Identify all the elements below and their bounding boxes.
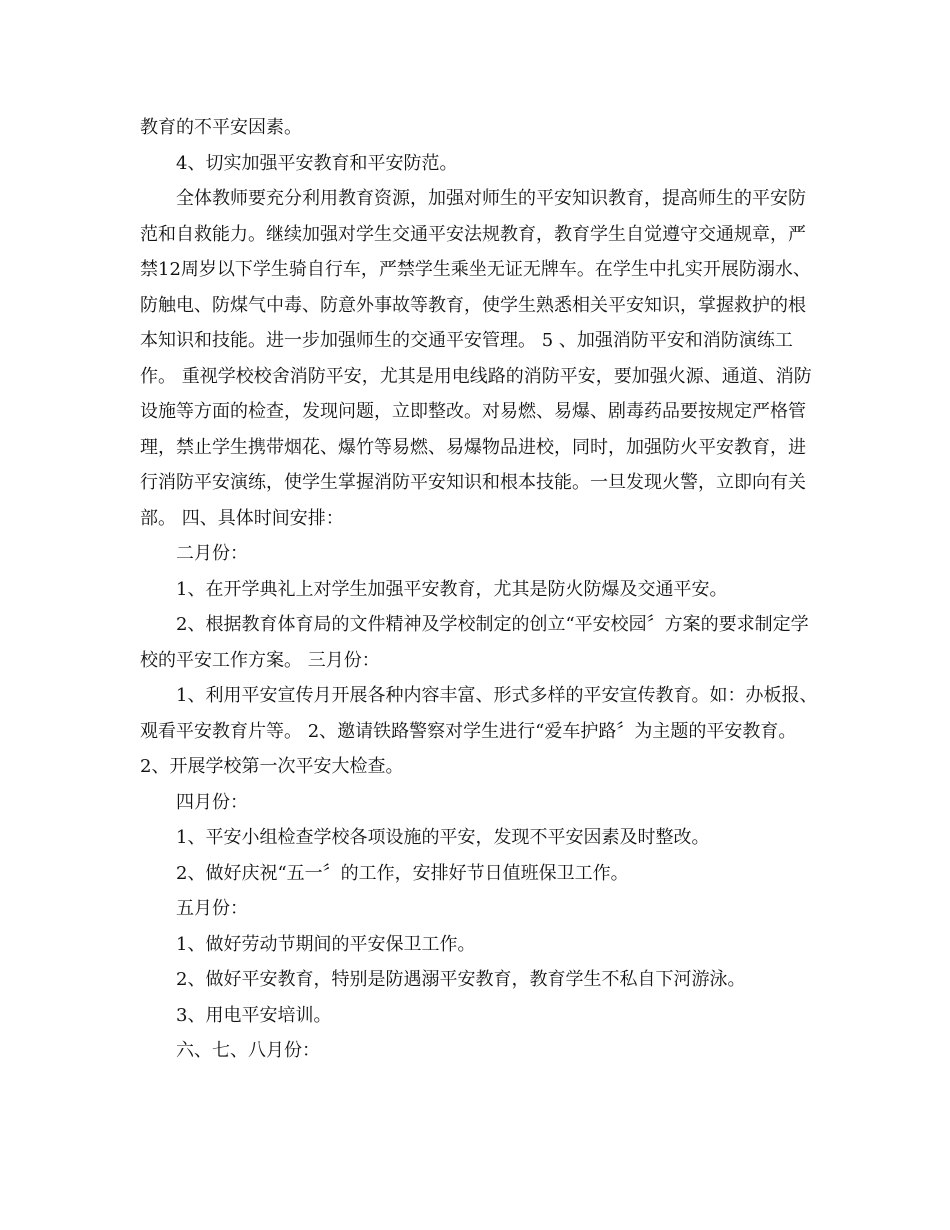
paragraph-5: 1、在开学典礼上对学生加强平安教育，尤其是防火防爆及交通平安。 [176,578,728,600]
document-body [140,110,820,1069]
paragraph-12: 1、做好劳动节期间的平安保卫工作。 [176,933,476,955]
paragraph-9: 1、平安小组检查学校各项设施的平安，发现不平安因素及时整改。 [176,827,710,848]
paragraph-1: 教育的不平安因素。 [140,117,302,138]
paragraph-6: 2、根据教育体育局的文件精神及学校制定的创立“平安校园〞方案的要求制定学校的平安工作方案。 三月份： [140,614,809,671]
paragraph-3: 全体教师要充分利用教育资源，加强对师生的平安知识教育，提高师生的平安防范和自救能力。继续加强对学生交通平安法规教育，教育学生自觉遵守交通规章，严禁12周岁以下学生骑自行车，严禁学生乘坐无证无牌车。在学生中扎实开展防溺水、防触电、防煤气中毒、防意外事故等教育，使学生熟悉相关平安知识，掌握救护的根本知识和技能。进一步加强师生的交通平安管理。 5 、加强消防平安和消防演练工作。 重视学校校舍消防平安，尤其是用电线路的消防平安，要加强火源、通道、消防设施等方面的检查，发现问题，立即整改。对易燃、易爆、剧毒药品要按规定严格管理，禁止学生携带烟花、爆竹等易燃、易爆物品进校，同时，加强防火平安教育，进行消防平安演练，使学生掌握消防平安知识和根本技能。一旦发现火警，立即向有关部。 四、具体时间安排： [140,188,812,529]
paragraph-15: 六、七、八月份： [176,1040,320,1061]
paragraph-2: 4、切实加强平安教育和平安防范。 [176,152,458,174]
paragraph-14: 3、用电平安培训。 [176,1004,332,1026]
paragraph-7: 1、利用平安宣传月开展各种内容丰富、形式多样的平安宣传教育。如：办板报、观看平安教育片等。 2、邀请铁路警察对学生进行“爱车护路〞为主题的平安教育。 2、开展学校第一次平安大检查。 [140,685,818,777]
paragraph-8: 四月份： [176,791,248,813]
paragraph-10: 2、做好庆祝“五一〞的工作，安排好节日值班保卫工作。 [176,862,629,884]
paragraph-13: 2、做好平安教育，特别是防遇溺平安教育，教育学生不私自下河游泳。 [176,969,746,990]
paragraph-4: 二月份： [176,543,248,564]
paragraph-11: 五月份： [176,898,248,919]
